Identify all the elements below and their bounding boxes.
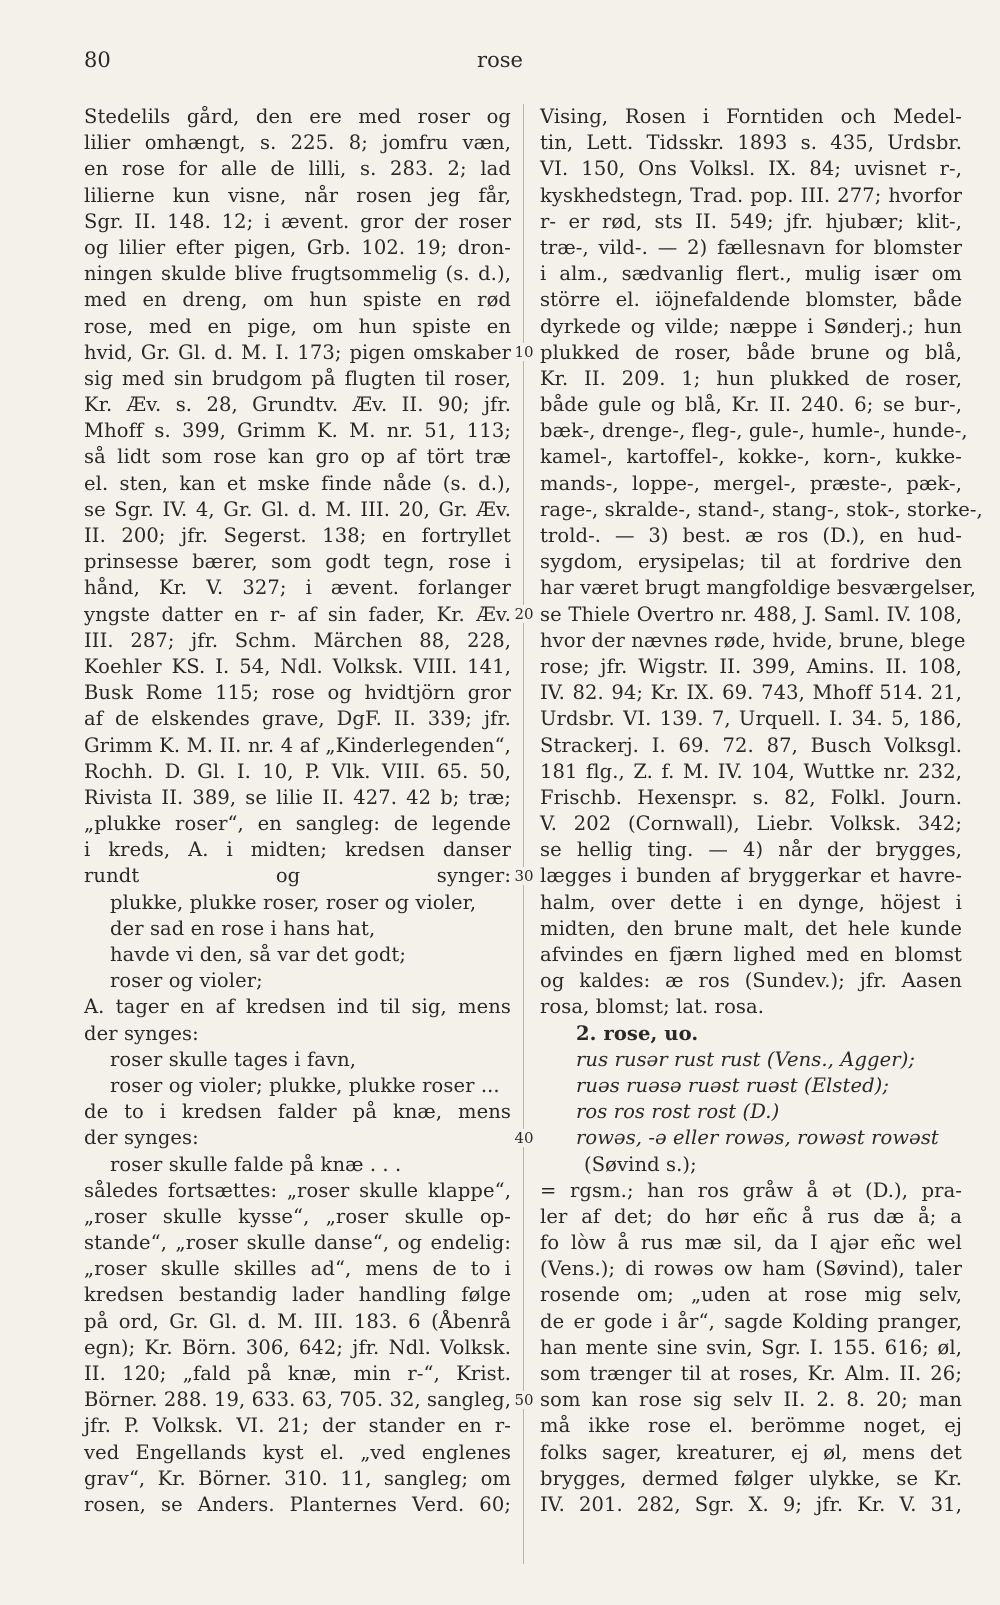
left-column-line: Sgr. II. 148. 12; i ævent. gror der roser (84, 209, 511, 233)
left-column-line: der synges: (84, 1126, 199, 1150)
left-column-line: II. 200; jfr. Segerst. 138; en fortryllet (84, 524, 511, 547)
right-column-line: både gule og blå, Kr. II. 240. 6; se bur-, (540, 393, 962, 417)
left-column-line: en rose for alle de lilli, s. 283. 2; lad (84, 157, 511, 181)
right-column-line: lægges i bunden af bryggerkar et havre- (540, 864, 962, 888)
left-column-line: hånd, Kr. V. 327; i ævent. forlanger (84, 576, 511, 600)
right-column-line: r- er rød, sts II. 549; jfr. hjubær; klit-, (540, 209, 962, 233)
line-number: 20 (508, 605, 540, 623)
left-column-line: egn); Kr. Börn. 306, 642; jfr. Ndl. Volksk. (84, 1335, 511, 1359)
right-column-line: rosende om; „uden at rose mig selv, (540, 1283, 962, 1307)
left-column-line: Stedelils gård, den ere med roser og (84, 105, 511, 128)
left-column-line: plukke, plukke roser, roser og violer, (110, 890, 477, 914)
right-column-line: ler af det; do hør eñc å rus dæ å; a (540, 1204, 962, 1228)
line-number: 30 (508, 867, 540, 885)
right-column-line: afvindes en fjærn lighed med en blomst (540, 943, 962, 966)
right-column-line: kyskhedstegn, Trad. pop. III. 277; hvorfor (540, 183, 962, 207)
right-column-line: större el. iöjnefaldende blomster, både (540, 288, 962, 312)
right-column-line: fo lòw å rus mæ sil, da I ąjər eñc wel (540, 1231, 962, 1255)
left-column-line: roser skulle falde på knæ . . . (110, 1152, 402, 1176)
left-column-line: „plukke roser“, en sangleg: de legende (84, 812, 511, 836)
running-head: rose (477, 48, 523, 72)
line-number: 50 (508, 1391, 540, 1409)
right-column-line: rus rusər rust rust (Vens., Agger); (576, 1047, 916, 1071)
left-column-line: jfr. P. Volksk. VI. 21; der stander en r- (84, 1414, 511, 1438)
right-column-line: i alm., sædvanlig flert., mulig især om (540, 262, 962, 286)
left-column-line: „roser skulle kysse“, „roser skulle op- (84, 1204, 511, 1228)
left-column-line: Koehler KS. I. 54, Ndl. Volksk. VIII. 141, (84, 654, 511, 678)
right-column-line: bæk-, drenge-, fleg-, gule-, humle-, hunde-, (540, 419, 968, 443)
left-column-line: grav“, Kr. Börner. 310. 11, sangleg; om (84, 1466, 511, 1490)
left-column-line: rundt og synger: (84, 864, 511, 888)
right-column-line: træ-, vild-. — 2) fællesnavn for blomster (540, 235, 962, 259)
left-column-line: el. sten, kan et mske finde nåde (s. d.), (84, 471, 511, 495)
left-column-line: af de elskendes grave, DgF. II. 339; jfr. (84, 707, 511, 731)
left-column-line: de to i kredsen falder på knæ, mens (84, 1100, 511, 1124)
right-column-line: plukked de roser, både brune og blå, (540, 340, 962, 364)
left-column-line: „roser skulle skilles ad“, mens de to i (84, 1257, 511, 1281)
left-column-line: hvid, Gr. Gl. d. M. I. 173; pigen omskaber (84, 340, 511, 364)
right-column (540, 104, 983, 1518)
right-column-line: (Vens.); di rowəs ow ham (Søvind), taler (540, 1257, 962, 1281)
left-column-line: sig med sin brudgom på flugten til roser, (84, 366, 511, 390)
right-column-line: rosa, blomst; lat. rosa. (540, 995, 765, 1019)
left-column-line: roser og violer; (110, 969, 263, 993)
left-column-line: på ord, Gr. Gl. d. M. III. 183. 6 (Åbenrå (84, 1309, 511, 1333)
right-column-line: 181 flg., Z. f. M. IV. 104, Wuttke nr. 232, (540, 759, 962, 783)
left-column-line: med en dreng, om hun spiste en rød (84, 288, 511, 312)
left-column-line: rosen, se Anders. Planternes Verd. 60; (84, 1492, 511, 1516)
left-column-line: lilier omhængt, s. 225. 8; jomfru væn, (84, 131, 511, 155)
right-column-line: har været brugt mangfoldige besværgelser, (540, 576, 977, 600)
right-column-line: IV. 201. 282, Sgr. X. 9; jfr. Kr. V. 31, (540, 1492, 962, 1516)
right-column-line: V. 202 (Cornwall), Liebr. Volksk. 342; (540, 812, 962, 836)
left-column-line: yngste datter en r- af sin fader, Kr. Æv. (84, 602, 511, 626)
right-column-line: (Søvind s.); (584, 1152, 697, 1176)
right-column-line: kamel-, kartoffel-, kokke-, korn-, kukke- (540, 445, 962, 469)
right-column-line: som kan rose sig selv II. 2. 8. 20; man (540, 1388, 962, 1412)
line-number: 10 (508, 343, 540, 361)
right-column-line: rage-, skralde-, stand-, stang-, stok-, storke-, (540, 497, 983, 521)
right-column-line: halm, over dette i en dynge, höjest i (540, 890, 962, 914)
left-column-line: havde vi den, så var det godt; (110, 943, 407, 966)
left-column-line: lilierne kun visne, når rosen jeg får, (84, 183, 511, 207)
right-column-line: trold-. — 3) best. æ ros (D.), en hud- (540, 524, 962, 547)
right-column-line: Urdsbr. VI. 139. 7, Urquell. I. 34. 5, 186, (540, 707, 962, 731)
left-column-line: og lilier efter pigen, Grb. 102. 19; dron- (84, 235, 511, 259)
left-column-line: Kr. Æv. s. 28, Grundtv. Æv. II. 90; jfr. (84, 393, 511, 417)
right-column-line: Strackerj. I. 69. 72. 87, Busch Volksgl. (540, 733, 962, 757)
left-column-line: rose, med en pige, om hun spiste en (84, 314, 511, 338)
left-column-line: i kreds, A. i midten; kredsen danser (84, 838, 511, 862)
left-column-line: Mhoff s. 399, Grimm K. M. nr. 51, 113; (84, 419, 511, 443)
right-column-line: Vising, Rosen i Forntiden och Medel- (540, 105, 962, 128)
left-column-line: Rivista II. 389, se lilie II. 427. 42 b; træ; (84, 785, 511, 809)
left-column-line: prinsesse bærer, som godt tegn, rose i (84, 550, 511, 574)
right-column-line: rose; jfr. Wigstr. II. 399, Amins. II. 108, (540, 654, 962, 678)
right-column-line: brygges, dermed følger ulykke, se Kr. (540, 1466, 962, 1490)
right-column-line: IV. 82. 94; Kr. IX. 69. 743, Mhoff 514. 21, (540, 681, 962, 705)
left-column-line: således fortsættes: „roser skulle klappe“, (84, 1178, 511, 1202)
left-column-line: roser og violer; plukke, plukke roser ... (110, 1073, 500, 1097)
right-column-line: mands-, loppe-, mergel-, præste-, pæk-, (540, 471, 962, 495)
right-column-line: se hellig ting. — 4) når der brygges, (540, 838, 962, 862)
left-column-line: III. 287; jfr. Schm. Märchen 88, 228, (84, 628, 511, 652)
left-column-line: Busk Rome 115; rose og hvidtjörn gror (84, 681, 511, 705)
right-column-line: ros ros rost rost (D.) (576, 1100, 780, 1124)
right-column-line: og kaldes: æ ros (Sundev.); jfr. Aasen (540, 969, 962, 993)
right-column-line: Kr. II. 209. 1; hun plukked de roser, (540, 366, 962, 390)
left-column (84, 104, 511, 1518)
page-number: 80 (84, 48, 111, 72)
right-column-line: midten, den brune malt, det hele kunde (540, 916, 962, 940)
column-divider (523, 104, 524, 1564)
right-column-line: dyrkede og vilde; næppe i Sønderj.; hun (540, 314, 962, 338)
left-column-line: roser skulle tages i favn, (110, 1047, 357, 1071)
right-column-line: 2. rose, uo. (576, 1021, 699, 1045)
right-column-line: som trænger til at roses, Kr. Alm. II. 26; (540, 1362, 962, 1385)
left-column-line: ved Engellands kyst el. „ved englenes (84, 1440, 511, 1464)
left-column-line: så lidt som rose kan gro op af tört træ (84, 445, 511, 469)
right-column-line: hvor der nævnes røde, hvide, brune, blege (540, 628, 966, 652)
left-column-line: ningen skulde blive frugtsommelig (s. d.), (84, 262, 511, 286)
left-column-line: II. 120; „fald på knæ, min r-“, Krist. (84, 1362, 511, 1385)
right-column-line: = rgsm.; han ros gråw å ət (D.), pra- (540, 1178, 962, 1202)
right-column-line: de er gode i år“, sagde Kolding pranger, (540, 1309, 962, 1333)
right-column-line: Frischb. Hexenspr. s. 82, Folkl. Journ. (540, 785, 962, 809)
right-column-line: ruəs ruəsə ruəst ruəst (Elsted); (576, 1073, 890, 1097)
left-column-line: der synges: (84, 1021, 199, 1045)
left-column-line: der sad en rose i hans hat, (110, 916, 376, 940)
right-column-line: sygdom, erysipelas; til at fordrive den (540, 550, 962, 574)
left-column-line: Grimm K. M. II. nr. 4 af „Kinderlegenden“, (84, 733, 511, 757)
right-column-line: han mente sine svin, Sgr. I. 155. 616; øl, (540, 1335, 962, 1359)
right-column-line: VI. 150, Ons Volksl. IX. 84; uvisnet r-, (540, 157, 962, 181)
right-column-line: se Thiele Overtro nr. 488, J. Saml. IV. 108, (540, 602, 962, 626)
left-column-line: stande“, „roser skulle danse“, og endelig: (84, 1231, 511, 1255)
right-column-line: rowəs, -ə eller rowəs, rowəst rowəst (576, 1126, 939, 1150)
right-column-line: folks sager, kreaturer, ej øl, mens det (540, 1440, 962, 1464)
left-column-line: Börner. 288. 19, 633. 63, 705. 32, sangleg, (84, 1388, 511, 1412)
left-column-line: A. tager en af kredsen ind til sig, mens (84, 995, 511, 1019)
line-number: 40 (508, 1129, 540, 1147)
right-column-line: må ikke rose el. berömme noget, ej (540, 1414, 962, 1438)
left-column-line: Rochh. D. Gl. I. 10, P. Vlk. VIII. 65. 50, (84, 759, 511, 783)
left-column-line: se Sgr. IV. 4, Gr. Gl. d. M. III. 20, Gr. Æv. (84, 497, 511, 521)
left-column-line: kredsen bestandig lader handling følge (84, 1283, 511, 1307)
right-column-line: tin, Lett. Tidsskr. 1893 s. 435, Urdsbr. (540, 131, 962, 155)
